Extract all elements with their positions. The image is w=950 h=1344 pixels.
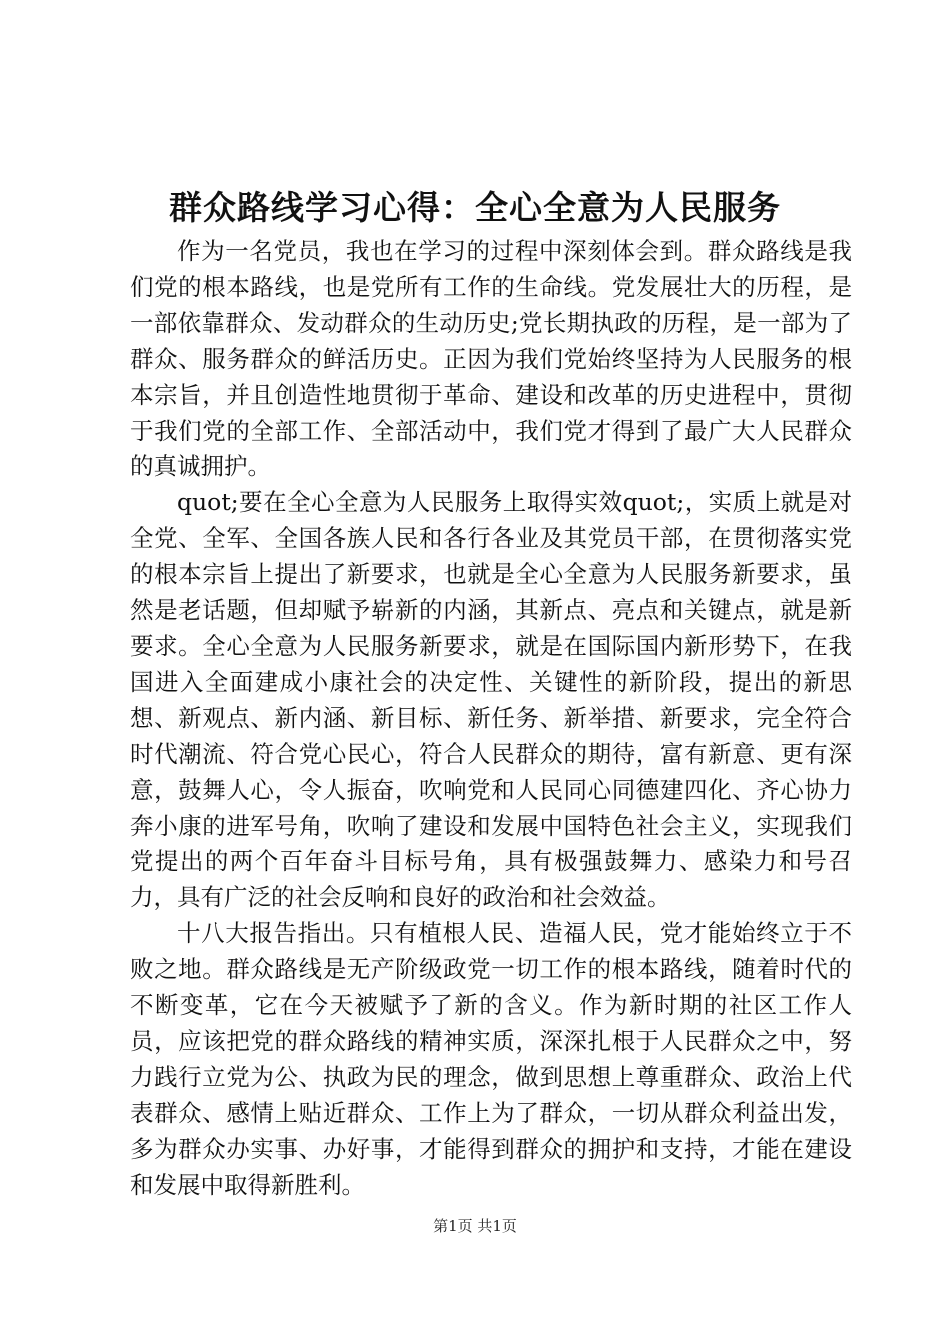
document-body — [130, 234, 852, 1203]
page-footer: 第1页 共1页 — [433, 1217, 517, 1235]
document-title: 群众路线学习心得：全心全意为人民服务 — [169, 188, 781, 227]
paragraph-3: 十八大报告指出。只有植根人民、造福人民，党才能始终立于不败之地。群众路线是无产阶级政党一切工作的根本路线，随着时代的不断变革，它在今天被赋予了新的含义。作为新时期的社区工作人员，应该把党的群众路线的精神实质，深深扎根于人民群众之中，努力践行立党为公、执政为民的理念，做到思想上尊重群众、政治上代表群众、感情上贴近群众、工作上为了群众，一切从群众利益出发，多为群众办实事、办好事，才能得到群众的拥护和支持，才能在建设和发展中取得新胜利。 — [130, 919, 852, 1199]
paragraph-1: 作为一名党员，我也在学习的过程中深刻体会到。群众路线是我们党的根本路线，也是党所有工作的生命线。党发展壮大的历程，是一部依靠群众、发动群众的生动历史;党长期执政的历程，是一部为了群众、服务群众的鲜活历史。正因为我们党始终坚持为人民服务的根本宗旨，并且创造性地贯彻于革命、建设和改革的历史进程中，贯彻于我们党的全部工作、全部活动中，我们党才得到了最广大人民群众的真诚拥护。 — [130, 237, 852, 481]
paragraph-2: quot;要在全心全意为人民服务上取得实效quot;，实质上就是对全党、全军、全国各族人民和各行各业及其党员干部，在贯彻落实党的根本宗旨上提出了新要求，也就是全心全意为人民服务新要求，虽然是老话题，但却赋予崭新的内涵，其新点、亮点和关键点，就是新要求。全心全意为人民服务新要求，就是在国际国内新形势下，在我国进入全面建成小康社会的决定性、关键性的新阶段，提出的新思想、新观点、新内涵、新目标、新任务、新举措、新要求，完全符合时代潮流、符合党心民心，符合人民群众的期待，富有新意、更有深意，鼓舞人心，令人振奋，吹响党和人民同心同德建四化、齐心协力奔小康的进军号角，吹响了建设和发展中国特色社会主义，实现我们党提出的两个百年奋斗目标号角，具有极强鼓舞力、感染力和号召力，具有广泛的社会反响和良好的政治和社会效益。 — [130, 488, 852, 912]
